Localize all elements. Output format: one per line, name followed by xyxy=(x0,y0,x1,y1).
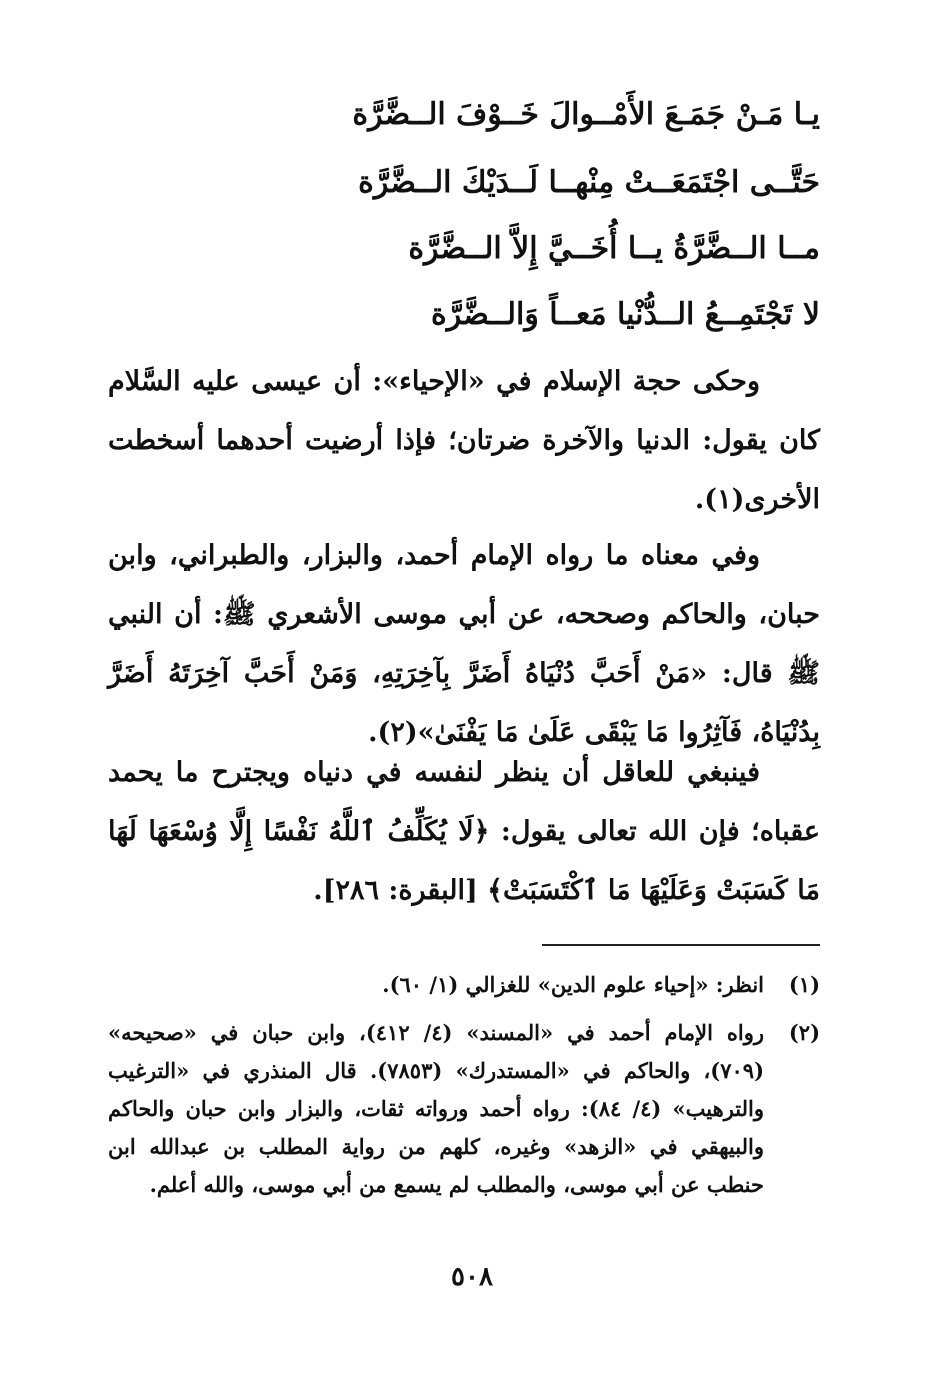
poem-verse-1: يـا مَـنْ جَمَـعَ الأَمْــوالَ خَــوْفَ الــضَّرَّة xyxy=(352,97,820,132)
body-paragraph-1: وحكى حجة الإسلام في «الإحياء»: أن عيسى عليه السَّلام كان يقول: الدنيا والآخرة ضرتان؛ فإذا أرضيت أحدهما أسخطت الأخرى(١). xyxy=(108,366,820,515)
footnote-1 xyxy=(108,966,820,1004)
poem-verse-3: مــا الــضَّرَّةُ يــا أُخَــيَّ إِلاَّ الــضَّرَّة xyxy=(408,231,820,266)
footnote-text: انظر: «إحياء علوم الدين» للغزالي (١/ ٦٠). xyxy=(382,972,764,997)
footnote-divider xyxy=(542,944,820,946)
footnote-number: (٢) xyxy=(788,1020,820,1045)
footnote-text: رواه الإمام أحمد في «المسند» (٤/ ٤١٢)، وابن حبان في «صحيحه» (٧٠٩)، والحاكم في «المستدرك» (٧٨٥٣). قال المنذري في «الترغيب والترهيب» (٤/ ٨٤): رواه أحمد ورواته ثقات، والبزار وابن حبان والحاكم والبيهقي في «الزهد» وغيره، كلهم من رواية المطلب بن عبدالله ابن حنطب عن أبي موسى، والمطلب لم يسمع من أبي موسى، والله أعلم. xyxy=(108,1020,765,1197)
body-paragraph-3: فينبغي للعاقل أن ينظر لنفسه في دنياه ويجترح ما يحمد عقباه؛ فإن الله تعالى يقول: ﴿لَا يُكَلِّفُ ٱللَّهُ نَفْسًا إِلَّا وُسْعَهَا لَهَا مَا كَسَبَتْ وَعَلَيْهَا مَا ٱكْتَسَبَتْ﴾ [البقرة: ٢٨٦]. xyxy=(108,757,820,906)
page-number: ٥٠٨ xyxy=(451,1262,493,1292)
poem-verse-2: حَتَّــى اجْتَمَعَــتْ مِنْهــا لَــدَيْكَ الــضَّرَّة xyxy=(358,165,820,200)
footnote-number: (١) xyxy=(788,972,820,997)
body-paragraph-2: وفي معناه ما رواه الإمام أحمد، والبزار، والطبراني، وابن حبان، والحاكم وصححه، عن أبي موسى الأشعري ﷺ: أن النبي ﷺ قال: «مَنْ أَحَبَّ دُنْيَاهُ أَضَرَّ بِآخِرَتِهِ، وَمَنْ أَحَبَّ آخِرَتَهُ أَضَرَّ بِدُنْيَاهُ، فَآثِرُوا مَا يَبْقَى عَلَىٰ مَا يَفْنَىٰ»(٢). xyxy=(108,540,820,748)
poem-verse-4: لا تَجْتَمِــعُ الــدُّنْيا مَعــاً وَالــضَّرَّة xyxy=(431,297,820,332)
footnote-2 xyxy=(108,1014,820,1204)
